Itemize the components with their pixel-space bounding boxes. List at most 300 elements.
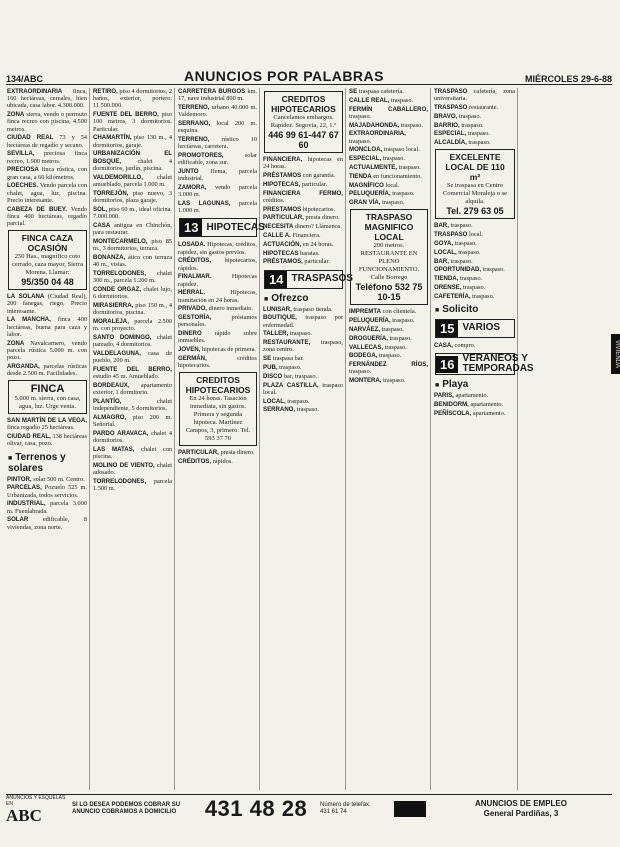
ad-text: preciosa finca recreo, 1.900 metros. xyxy=(7,150,87,165)
boxed-ad-title: CREDITOS HIPOTECARIOS xyxy=(185,375,251,396)
classified-ad xyxy=(178,346,257,353)
ad-text: traspaso. xyxy=(381,325,404,333)
ad-heading: HIPOTECAS xyxy=(263,249,299,257)
classified-ad xyxy=(263,406,343,413)
ad-text: traspaso. xyxy=(400,121,423,129)
ad-heading: PARIS, xyxy=(434,392,454,400)
column-6 xyxy=(433,88,534,790)
classified-ad xyxy=(93,174,172,188)
ad-heading: LOSADA. xyxy=(178,241,206,249)
classified-ad xyxy=(7,500,87,514)
footer-abc-text: ANUNCIOS Y ESQUELAS EN xyxy=(6,794,66,807)
ad-heading: RESTAURANTE, xyxy=(263,339,311,347)
footer-empleo-address: General Pardiñas, 3 xyxy=(483,809,559,818)
section-heading xyxy=(435,353,534,375)
boxed-ad-phone: 95/350 04 48 xyxy=(21,277,74,288)
ad-heading: CARRETERA BURGOS xyxy=(178,88,246,95)
classified-ad xyxy=(434,88,515,102)
ad-heading: MIRASIERRA, xyxy=(93,301,134,309)
classified-ad xyxy=(434,392,515,399)
classified-ad xyxy=(434,293,515,300)
classified-ad xyxy=(434,139,515,146)
ad-text: dinero? Llámenos. xyxy=(294,223,342,231)
section-label: VERANEOS Y TEMPORADAS xyxy=(462,353,534,375)
boxed-ad-title: CREDITOS HIPOTECARIOS xyxy=(271,94,336,114)
classified-ad xyxy=(178,273,257,287)
ad-text: Navalcarnero, vendo parcela rústica 5.000 m. con pozo. xyxy=(7,339,88,362)
ad-text: traspaso. xyxy=(390,96,414,104)
classified-ad xyxy=(178,184,257,198)
ad-text: traspaso. xyxy=(392,190,415,198)
ad-heading: INDUSTRIAL, xyxy=(7,500,46,508)
ad-heading: TORREJÓN, xyxy=(93,189,129,197)
ad-heading: TALLER, xyxy=(263,330,289,338)
ad-heading: GRAN VÍA, xyxy=(349,199,381,207)
ad-text: en 24 horas. xyxy=(302,240,334,248)
ad-heading: CIUDAD REAL, xyxy=(7,433,51,441)
boxed-ad xyxy=(179,372,257,446)
classified-ad xyxy=(93,206,172,220)
ad-text: compro. xyxy=(454,341,476,349)
ad-heading: CRÉDITOS, xyxy=(178,458,212,466)
ad-text: traspaso. xyxy=(482,266,505,274)
classified-ad xyxy=(93,398,172,412)
section-heading xyxy=(179,218,265,237)
classified-ad xyxy=(178,314,257,328)
boxed-ad-text: 5.000 m. sierra, con casa, agua, luz. Urge venta. xyxy=(14,395,81,411)
ad-heading: CHAMARTÍN, xyxy=(93,134,132,142)
ad-heading: DROGUERÍA, xyxy=(349,334,388,342)
ad-heading: FUENTE DEL BERRO, xyxy=(93,111,159,119)
boxed-ad-text: 250 Has., magnífico coto cerrado, caza mayor, Sierra Morena. Llamar: xyxy=(12,253,84,277)
ad-heading: HIPOTECAS, xyxy=(263,180,301,188)
ad-text: chalet 4 dormitorios. xyxy=(93,429,172,444)
ad-heading: CIUDAD REAL xyxy=(7,134,54,142)
boxed-ad-phone: Teléfono 532 75 10-15 xyxy=(355,282,423,303)
ad-heading: CAFETERÍA, xyxy=(434,292,471,300)
classified-ad xyxy=(178,120,257,134)
classified-ad xyxy=(178,88,257,102)
ad-heading: SERRANO, xyxy=(263,406,296,414)
classified-ad xyxy=(349,182,428,189)
classified-ad xyxy=(349,122,428,129)
classified-ad xyxy=(263,355,343,362)
ad-text: bar, traspaso. xyxy=(283,372,318,380)
ad-heading: NARVÁEZ, xyxy=(349,325,381,333)
page-date: MIÉRCOLES 29-6-88 xyxy=(524,74,612,84)
ad-text: traspaso. xyxy=(287,397,310,405)
ad-text: traspaso. xyxy=(458,248,481,256)
ad-text: traspaso. xyxy=(459,275,483,283)
classified-ad xyxy=(434,401,515,408)
ad-heading: PRESTAMOS xyxy=(263,205,302,213)
ad-heading: BRAVO, xyxy=(434,112,458,120)
ad-heading: MONCLOA, xyxy=(349,146,383,154)
classified-ad xyxy=(349,377,428,384)
ad-heading: ARGANDA, xyxy=(7,362,40,370)
classified-ad xyxy=(93,302,172,316)
footer-empleo-title: ANUNCIOS DE EMPLEO xyxy=(474,799,567,808)
classified-ad xyxy=(434,249,515,256)
ad-heading: SE xyxy=(349,88,358,95)
classified-ad xyxy=(263,241,343,248)
ad-heading: SEVILLA, xyxy=(7,150,35,158)
classified-ad xyxy=(263,250,343,257)
ad-text: finca rústica, con gran casa, a 60 kilómetros. xyxy=(7,166,88,181)
classified-ad xyxy=(434,266,515,273)
boxed-ad-phone: 446 99 61-447 67 60 xyxy=(268,130,339,150)
classified-ad xyxy=(93,150,172,172)
ad-heading: PRECIOSA xyxy=(7,166,39,174)
ad-heading: MOLINO DE VIENTO, xyxy=(93,461,155,469)
ad-text: finca 400 hectáreas, buena para caza y labor. xyxy=(7,316,87,338)
classified-ad xyxy=(263,398,343,405)
ad-heading: BOUTIQUE, xyxy=(263,314,297,322)
classified-ad xyxy=(349,88,428,95)
ad-text: traspaso. xyxy=(296,406,319,414)
classified-ad xyxy=(349,335,428,342)
classified-ad xyxy=(93,286,172,300)
ad-text: Vendo parcela con chalet, agua, luz, piscina. Precio interesante. xyxy=(7,182,87,204)
section-heading xyxy=(435,319,515,338)
ad-text: traspaso. xyxy=(454,239,477,247)
ad-heading: IMPREMTA xyxy=(349,308,382,316)
classified-ad xyxy=(178,136,257,150)
subsection-heading: ■ Ofrezco xyxy=(264,293,343,304)
ad-heading: BAR, xyxy=(434,257,449,265)
ad-text: finca regadío 25 hectáreas. xyxy=(7,424,75,432)
ad-heading: OPORTUNIDAD, xyxy=(434,266,482,274)
ad-text: chalet amueblado, parcela 1.000 m. xyxy=(93,173,172,188)
classified-ad xyxy=(178,305,257,312)
ad-text: piso 100 metros, 3 dormitorios. Particular. xyxy=(93,111,172,133)
classified-ad xyxy=(263,172,343,179)
ad-text: solar edificable, zona sur. xyxy=(178,152,257,167)
ad-heading: DISCO xyxy=(263,372,283,380)
footer-fax-label: Número de telefax: xyxy=(320,802,371,808)
subsection-heading: ■ Solicito xyxy=(435,304,515,315)
ad-text: apartamento. xyxy=(472,409,506,417)
ad-heading: SE xyxy=(263,355,272,363)
classified-ad xyxy=(263,364,343,371)
ad-text: Hipotecas, tramitación en 24 horas. xyxy=(178,289,257,304)
page-footer xyxy=(6,794,612,823)
ad-heading: LAS MATAS, xyxy=(93,445,135,453)
ad-text: traspaso, zona centro. xyxy=(263,339,343,354)
classified-ad xyxy=(263,214,343,221)
ad-heading: SOL, xyxy=(93,205,108,213)
ad-text: traspaso. xyxy=(349,368,372,376)
classified-ad xyxy=(349,317,428,324)
ad-text: sierra, vendo o permuto finca recreo con piscina, 4.500 metros. xyxy=(7,111,87,133)
classified-columns xyxy=(6,88,610,790)
ad-heading: ZONA xyxy=(7,339,25,347)
ad-text: rápidos. xyxy=(212,458,233,466)
classified-ad xyxy=(7,433,87,447)
ad-text: piso nuevo, 3 dormitorios, plaza garaje. xyxy=(93,189,172,204)
ad-text: con clientela. xyxy=(382,308,417,316)
classified-ad xyxy=(7,417,87,431)
ad-heading: ESPECIAL, xyxy=(349,155,382,163)
ad-text: hipotecas de primera. xyxy=(201,346,256,354)
ad-heading: BODEGA, xyxy=(349,352,378,360)
ad-text: traspaso. xyxy=(468,139,491,147)
ad-text: local 200 m. esquina. xyxy=(178,120,258,135)
classified-ad xyxy=(93,462,172,476)
ad-text: traspaso. xyxy=(289,330,313,338)
classified-ad xyxy=(349,190,428,197)
classified-ad xyxy=(349,308,428,315)
classified-ad xyxy=(93,414,172,428)
classified-ad xyxy=(178,168,257,182)
ad-text: traspaso. xyxy=(349,137,372,145)
section-number: 14 xyxy=(265,271,287,288)
ad-heading: NECESITA xyxy=(263,223,294,231)
classified-ad xyxy=(178,241,257,255)
classified-ad xyxy=(178,200,257,214)
ad-heading: GERMÁN, xyxy=(178,355,207,362)
abc-logo: ABC xyxy=(6,805,42,825)
ad-text: finca, 160 hectáreas, cereales, bien ubicada, casa labor. 4.300.000. xyxy=(7,88,87,110)
boxed-ad-title: TRASPASO MAGNIFICO LOCAL xyxy=(364,212,414,243)
classified-ad xyxy=(93,318,172,332)
ad-text: traspaso. xyxy=(383,377,406,385)
classified-ad xyxy=(93,254,172,268)
classified-ad xyxy=(7,182,87,204)
ad-text: km. 17, nave industrial 800 m. xyxy=(178,88,258,103)
ad-text: parcela 1.500 m. xyxy=(93,477,172,492)
ad-heading: FINANCIERA, xyxy=(263,156,303,163)
classified-ad xyxy=(434,240,515,247)
classified-ad xyxy=(349,155,428,162)
ad-heading: CALLE A. xyxy=(263,231,291,239)
ad-text: chalet 4 dormitorios, jardín, piscina. xyxy=(93,157,172,172)
ad-text: traspaso. xyxy=(279,363,302,371)
ad-heading: PARTICULAR, xyxy=(263,214,304,222)
ad-heading: PRÉSTAMOS xyxy=(263,172,302,179)
classified-ad xyxy=(349,199,428,206)
ad-heading: MONTECARMELO, xyxy=(93,237,148,245)
ad-text: traspaso. xyxy=(389,334,412,342)
classified-ad xyxy=(434,342,515,349)
ad-heading: TRASPASO xyxy=(434,231,468,239)
ad-heading: ACTUACIÓN, xyxy=(263,240,302,248)
ad-text: parcela 1.000 m. xyxy=(178,200,257,215)
ad-text: particular. xyxy=(301,180,328,188)
ad-heading: HERRAL. xyxy=(178,289,206,297)
ad-heading: LA SOLANA xyxy=(7,293,45,301)
classified-ad xyxy=(263,181,343,188)
classified-ad xyxy=(7,363,87,377)
classified-ad xyxy=(349,130,428,144)
section-label: TRASPASOS xyxy=(291,273,353,285)
ad-heading: CRÉDITOS, xyxy=(178,257,212,265)
classified-ad xyxy=(434,122,515,129)
classified-ad xyxy=(434,258,515,265)
ad-heading: FERNÁNDEZ RÍOS, xyxy=(349,361,428,369)
section-number: 13 xyxy=(180,219,202,236)
classified-ad xyxy=(349,361,428,375)
ad-text: traspaso. xyxy=(472,292,495,300)
classified-ad xyxy=(178,289,257,303)
ad-text: piso 4 dormitorios, 2 baños, exterior, portero. 11.500.000. xyxy=(93,88,172,110)
classified-ad xyxy=(93,478,172,492)
ad-text: Financiera. xyxy=(292,231,321,239)
ad-heading: PUB, xyxy=(263,363,278,371)
classified-ad xyxy=(93,111,172,133)
ad-heading: JUNTO xyxy=(178,168,199,175)
ad-text: traspaso. xyxy=(467,130,490,138)
ad-text: local. xyxy=(385,181,400,189)
classified-ad xyxy=(7,293,87,315)
ad-text: traspaso. xyxy=(463,283,486,291)
ad-heading: SOLAR xyxy=(7,516,29,524)
classified-ad xyxy=(178,152,257,166)
ad-heading: PINTOR, xyxy=(7,475,32,483)
ad-text: traspaso local. xyxy=(263,381,343,396)
classified-ad xyxy=(263,156,343,170)
classified-ad xyxy=(178,104,257,118)
classified-ad xyxy=(7,88,87,110)
ad-heading: CASA xyxy=(93,221,111,229)
ad-heading: CALLE REAL, xyxy=(349,96,390,104)
ad-heading: VALDEMORILLO, xyxy=(93,173,143,181)
ad-heading: PELUQUERÍA, xyxy=(349,190,391,198)
classified-ad xyxy=(7,484,87,498)
ad-text: traspaso. xyxy=(379,352,402,360)
ad-text: casa de pueblo, 200 m. xyxy=(93,349,172,364)
ad-heading: TIENDA xyxy=(349,172,372,180)
column-5 xyxy=(348,88,431,790)
classified-ad xyxy=(263,306,343,313)
ad-text: Hipotecas, créditos, rapidez, sin gastos previos. xyxy=(178,241,257,256)
page-number: 134/ABC xyxy=(6,74,44,84)
ad-text: traspaso. xyxy=(398,163,421,171)
boxed-ad xyxy=(264,91,343,153)
ad-text: antigua en Chinchón, para restaurar. xyxy=(93,221,173,236)
ad-text: traspaso local. xyxy=(383,146,420,154)
ad-heading: PROMOTORES, xyxy=(178,152,224,159)
boxed-ad-title: FINCA xyxy=(30,383,65,396)
ad-text: piso 130 m., 4 dormitorios, garaje. xyxy=(93,134,172,149)
boxed-ad-text: Se traspasa en Centro Comercial Moraleja o se alquila. xyxy=(442,182,508,206)
ad-heading: URBANIZACIÓN EL BOSQUE, xyxy=(93,150,172,165)
ad-text: dinero inmediato. xyxy=(208,305,254,313)
ad-heading: GOYA, xyxy=(434,239,454,247)
ad-text: hipotecas en 24 horas. xyxy=(263,156,343,171)
boxed-ad xyxy=(350,209,428,305)
ad-text: traspaso. xyxy=(349,112,372,120)
ad-text: apartamento exterior, 1 dormitorio. xyxy=(93,381,172,396)
ad-text: parcelas rústicas desde 2.500 m. Facilidades. xyxy=(7,362,88,378)
classified-ad xyxy=(178,355,257,369)
section-label: HIPOTECAS xyxy=(206,221,265,233)
ad-heading: TERRENO, xyxy=(178,104,210,111)
ad-text: Ifema, parcela industrial. xyxy=(178,168,257,183)
ad-text: traspasa cafetería. xyxy=(358,88,404,95)
boxed-ad-phone: Tel. 279 63 05 xyxy=(446,206,504,217)
ad-heading: FUENTE DEL BERRO, xyxy=(93,365,172,373)
section-side-tab: VIVIENDA xyxy=(611,334,620,374)
classified-ad xyxy=(178,449,257,456)
classified-ad xyxy=(7,316,87,338)
classified-ad xyxy=(263,330,343,337)
ad-heading: VALLECAS, xyxy=(349,343,384,351)
classified-ad xyxy=(263,232,343,239)
boxed-ad-text: En 24 horas. Tasación inmediata, sin gastos. Primera y segunda hipoteca. Martínez Campos, 3, primero. Tel. 593 37 70 xyxy=(185,395,251,443)
classified-ad xyxy=(93,88,172,110)
ad-text: vendo parcela 3.000 m. xyxy=(178,184,257,199)
footer-fax-number: 431 61 74 xyxy=(320,809,347,815)
ad-text: en funcionamiento. xyxy=(373,172,422,180)
ad-text: chalet lujo, 6 dormitorios. xyxy=(93,285,172,300)
ad-heading: SERRANO, xyxy=(178,120,211,127)
ad-text: urbano 40.000 m. Valdemoro. xyxy=(178,104,257,119)
ad-text: piso 150 m., 4 dormitorios, piscina. xyxy=(93,301,172,316)
ad-text: hipotecarios. xyxy=(302,205,336,213)
subsection-heading: ■ Terrenos y solares xyxy=(8,452,87,474)
ad-text: edificable, 8 viviendas, zona norte. xyxy=(7,516,87,531)
ad-text: 73 y 54 hectáreas de regadío y secano. xyxy=(7,134,88,149)
ad-text: presta dinero. xyxy=(305,214,340,222)
subsection-heading: ■ Playa xyxy=(435,379,515,390)
classified-ad xyxy=(349,164,428,171)
footer-abc-block xyxy=(6,795,72,824)
classified-ad xyxy=(263,382,343,396)
column-3 xyxy=(177,88,265,790)
classified-ad xyxy=(178,458,257,465)
ad-text: préstamos personales. xyxy=(178,314,257,329)
ad-heading: BONANZA, xyxy=(93,253,126,261)
ad-heading: TORRELODONES, xyxy=(93,269,147,277)
footer-collection-note: SI LO DESEA PODEMOS COBRAR SU ANUNCIO COBRAMOS A DOMICILIO xyxy=(72,802,181,815)
classified-ad xyxy=(93,366,172,380)
classified-ad xyxy=(349,146,428,153)
ad-text: traspaso por enfermedad. xyxy=(263,314,344,329)
ad-text: restaurante. xyxy=(468,104,499,111)
ad-heading: LOECHES. xyxy=(7,182,39,190)
classified-ad xyxy=(93,430,172,444)
classified-ad xyxy=(263,223,343,230)
classified-ad xyxy=(434,222,515,229)
ad-heading: TRASPASO xyxy=(434,104,468,111)
ad-text: Pozuelo 525 m. Urbanizada, todos servicios. xyxy=(7,484,87,499)
ad-heading: PEÑÍSCOLA, xyxy=(434,409,472,417)
ad-text: apartamento. xyxy=(455,392,489,400)
footer-black-bar xyxy=(394,801,426,817)
footer-phone-number: 431 48 28 xyxy=(204,796,308,821)
ad-heading: CASA, xyxy=(434,341,453,349)
classified-ad xyxy=(263,373,343,380)
classified-ad xyxy=(434,113,515,120)
boxed-ad xyxy=(8,230,87,290)
ad-text: traspaso. xyxy=(450,222,473,230)
ad-text: estudio 45 m. Amueblado. xyxy=(93,372,160,380)
ad-text: 138 hectáreas olivar, casa, pozo. xyxy=(7,433,88,448)
ad-text: chalet independiente, 5 dormitorios. xyxy=(93,397,172,412)
ad-heading: PLAZA CASTILLA, xyxy=(263,381,319,389)
ad-heading: TRASPASO xyxy=(434,88,468,95)
section-label: VARIOS xyxy=(462,322,501,334)
ad-text: Hipotecas rapidez. xyxy=(178,273,257,288)
ad-heading: PARCELAS, xyxy=(7,484,42,492)
ad-text: traspaso. xyxy=(382,199,405,207)
classified-ad xyxy=(93,270,172,284)
section-heading xyxy=(264,270,353,289)
ad-text: traspaso. xyxy=(382,155,405,163)
ad-heading: CABEZA DE BUEY. xyxy=(7,205,67,213)
ad-text: apartamento. xyxy=(470,400,504,408)
